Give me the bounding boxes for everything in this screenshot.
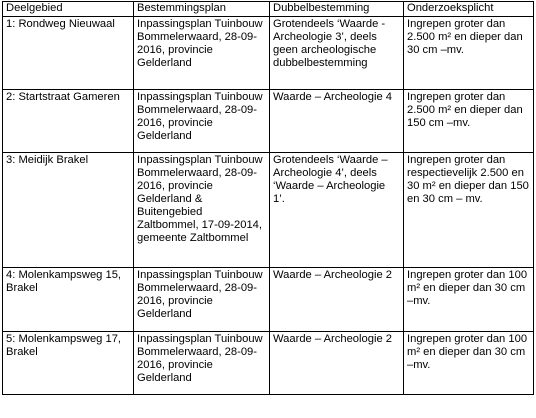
table-header bbox=[3, 2, 534, 17]
table-body bbox=[3, 17, 534, 395]
cell-bestemmingsplan: Inpassingsplan Tuinbouw Bommelerwaard, 28-09-2016, provincie Gelderland bbox=[134, 268, 270, 332]
cell-bestemmingsplan: Inpassingsplan Tuinbouw Bommelerwaard, 28-09-2016, provincie Gelderland bbox=[134, 332, 270, 395]
cell-bestemmingsplan: Inpassingsplan Tuinbouw Bommelerwaard, 28-09-2016, provincie Gelderland & Buitengebied Zaltbommel, 17-09-2014, gemeente Zaltbommel bbox=[134, 153, 270, 268]
header-dubbelbestemming: Dubbelbestemming bbox=[270, 2, 404, 17]
cell-bestemmingsplan: Inpassingsplan Tuinbouw Bommelerwaard, 28-09-2016, provincie Gelderland bbox=[134, 17, 270, 90]
table-row bbox=[3, 153, 534, 268]
cell-deelgebied: 5: Molenkampsweg 17, Brakel bbox=[3, 332, 134, 395]
cell-onderzoeksplicht: Ingrepen groter dan 2.500 m² en dieper dan 30 cm –mv. bbox=[404, 17, 534, 90]
table-row bbox=[3, 332, 534, 395]
table-row bbox=[3, 268, 534, 332]
cell-bestemmingsplan: Inpassingsplan Tuinbouw Bommelerwaard, 28-09-2016, provincie Gelderland bbox=[134, 90, 270, 153]
cell-dubbelbestemming: Waarde – Archeologie 2 bbox=[270, 268, 404, 332]
cell-deelgebied: 3: Meidijk Brakel bbox=[3, 153, 134, 268]
table-row bbox=[3, 17, 534, 90]
cell-deelgebied: 4: Molenkampsweg 15, Brakel bbox=[3, 268, 134, 332]
header-deelgebied: Deelgebied bbox=[3, 2, 134, 17]
cell-dubbelbestemming: Grotendeels ‘Waarde -Archeologie 3’, deels geen archeologische dubbelbestemming bbox=[270, 17, 404, 90]
cell-dubbelbestemming: Waarde – Archeologie 4 bbox=[270, 90, 404, 153]
table-row bbox=[3, 90, 534, 153]
header-row bbox=[3, 2, 534, 17]
deelgebied-table bbox=[2, 1, 534, 395]
cell-onderzoeksplicht: Ingrepen groter dan 100 m² en dieper dan 30 cm –mv. bbox=[404, 332, 534, 395]
cell-onderzoeksplicht: Ingrepen groter dan respectievelijk 2.500 en 30 m² en dieper dan 150 en 30 cm – mv. bbox=[404, 153, 534, 268]
header-bestemmingsplan: Bestemmingsplan bbox=[134, 2, 270, 17]
header-onderzoeksplicht: Onderzoeksplicht bbox=[404, 2, 534, 17]
cell-deelgebied: 1: Rondweg Nieuwaal bbox=[3, 17, 134, 90]
cell-onderzoeksplicht: Ingrepen groter dan 2.500 m² en dieper dan 150 cm –mv. bbox=[404, 90, 534, 153]
cell-deelgebied: 2: Startstraat Gameren bbox=[3, 90, 134, 153]
cell-dubbelbestemming: Waarde – Archeologie 2 bbox=[270, 332, 404, 395]
cell-onderzoeksplicht: Ingrepen groter dan 100 m² en dieper dan 30 cm –mv. bbox=[404, 268, 534, 332]
cell-dubbelbestemming: Grotendeels ‘Waarde – Archeologie 4’, deels ‘Waarde – Archeologie 1’. bbox=[270, 153, 404, 268]
